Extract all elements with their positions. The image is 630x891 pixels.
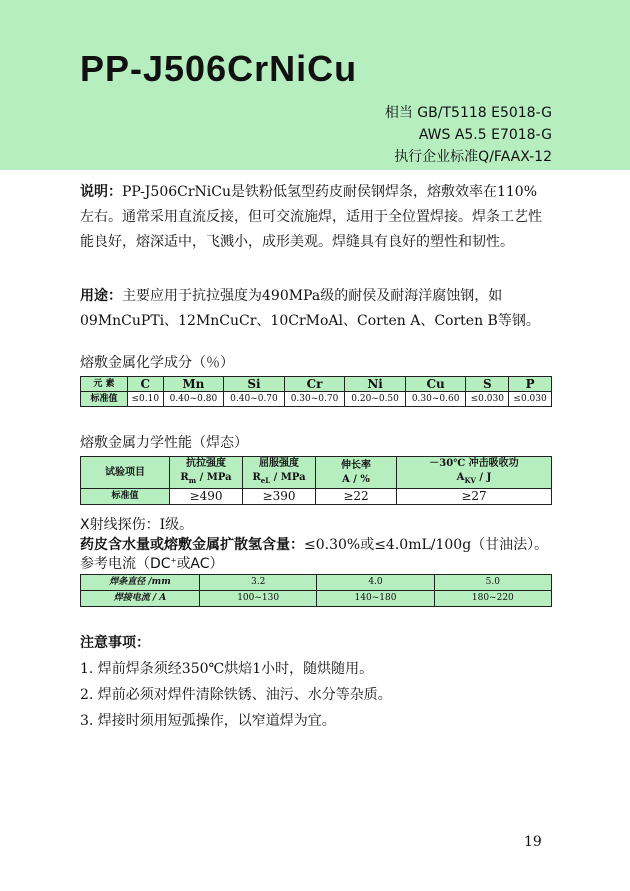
current-table [80,574,552,607]
standard-gb: 相当 GB/T5118 E5018-G [384,105,552,121]
element-c: C [128,377,164,392]
element-si: Si [224,377,285,392]
composition-table [80,376,552,407]
value-p: ≤0.030 [509,392,552,407]
impact-energy-name: －30℃ 冲击吸收功 [429,458,519,469]
composition-label-values: 标准值 [81,392,128,407]
xray-value: Ⅰ级。 [159,517,194,533]
mechanical-title: 熔敷金属力学性能（焊态） [80,435,248,451]
yield-strength-name: 屈服强度 [259,458,299,469]
standard-enterprise: 执行企业标准Q/FAAX-12 [394,149,552,165]
composition-values-row [81,392,552,407]
hydrogen-label: 药皮含水量或熔敷金属扩散氢含量： [80,537,304,553]
tensile-strength-unit: $R_m$ / MPa [180,472,232,485]
value-si: 0.40~0.70 [224,392,285,407]
xray-label: X射线探伤： [80,517,160,533]
elongation-unit: A / % [342,473,370,485]
current-4-0: 140~180 [317,591,434,607]
hydrogen-line [80,534,548,554]
product-title: PP-J506CrNiCu [80,48,358,89]
diameter-row [81,575,552,591]
value-cr: 0.30~0.70 [284,392,345,407]
note-item-3: 3. 焊接时须用短弧操作，以窄道焊为宜。 [80,713,336,729]
diameter-5-0: 5.0 [434,575,551,591]
note-item-1: 1. 焊前焊条须经350℃烘焙1小时，随烘随用。 [80,661,374,677]
value-s: ≤0.030 [466,392,509,407]
composition-header-row [81,377,552,392]
diameter-4-0: 4.0 [317,575,434,591]
elongation-value: ≥22 [316,489,397,505]
element-p: P [509,377,552,392]
mechanical-header-row [81,457,552,489]
element-cr: Cr [284,377,345,392]
impact-energy-value: ≥27 [397,489,552,505]
usage-label: 用途： [80,288,122,304]
elongation-name: 伸长率 [341,459,371,471]
element-cu: Cu [405,377,466,392]
value-mn: 0.40~0.80 [163,392,224,407]
mechanical-label-values: 标准值 [81,489,170,505]
composition-label-header: 元 素 [81,377,128,392]
mechanical-table [80,456,552,505]
description-label: 说明： [80,184,122,200]
impact-energy-unit: $A_{KV}$ / J [456,472,492,485]
mechanical-values-row [81,489,552,505]
mechanical-label-header: 试验项目 [81,457,170,489]
element-s: S [466,377,509,392]
yield-strength-value: ≥390 [243,489,316,505]
xray-line [80,514,193,534]
notes-title: 注意事项： [80,635,150,651]
elongation-header [316,457,397,489]
current-title: 参考电流（DC+或AC） [80,556,224,572]
tensile-strength-header [170,457,243,489]
page-number: 19 [524,834,542,850]
composition-title: 熔敷金属化学成分（％） [80,355,234,371]
diameter-label: 焊条直径 /mm [81,575,200,591]
tensile-strength-name: 抗拉强度 [186,458,226,469]
element-ni: Ni [345,377,406,392]
current-row [81,591,552,607]
header-band [0,0,630,170]
yield-strength-unit: $R_{eL}$ / MPa [252,472,306,485]
description-text: PP-J506CrNiCu是铁粉低氢型药皮耐侯钢焊条，熔敷效率在110%左右。通常采用直流反接，但可交流施焊，适用于全位置焊接。焊条工艺性能良好，熔深适中，飞溅小，成形美观。焊缝具有良好的塑性和韧性。 [80,184,542,250]
value-ni: 0.20~0.50 [345,392,406,407]
note-item-2: 2. 焊前必须对焊件清除铁锈、油污、水分等杂质。 [80,687,392,703]
value-c: ≤0.10 [128,392,164,407]
current-5-0: 180~220 [434,591,551,607]
current-3-2: 100~130 [200,591,317,607]
standard-aws: AWS A5.5 E7018-G [418,127,552,143]
hydrogen-value: ≤0.30%或≤4.0mL/100g（甘油法）。 [304,537,549,553]
tensile-strength-value: ≥490 [170,489,243,505]
usage-text: 主要应用于抗拉强度为490MPa级的耐侯及耐海洋腐蚀钢，如09MnCuPTi、12MnCuCr、10CrMoAl、Corten A、Corten B等钢。 [80,288,540,329]
description-paragraph [80,180,550,255]
diameter-3-2: 3.2 [200,575,317,591]
standards-block [385,102,552,168]
usage-paragraph [80,284,550,334]
current-label: 焊接电流 / A [81,591,200,607]
yield-strength-header [243,457,316,489]
impact-energy-header [397,457,552,489]
value-cu: 0.30~0.60 [405,392,466,407]
element-mn: Mn [163,377,224,392]
